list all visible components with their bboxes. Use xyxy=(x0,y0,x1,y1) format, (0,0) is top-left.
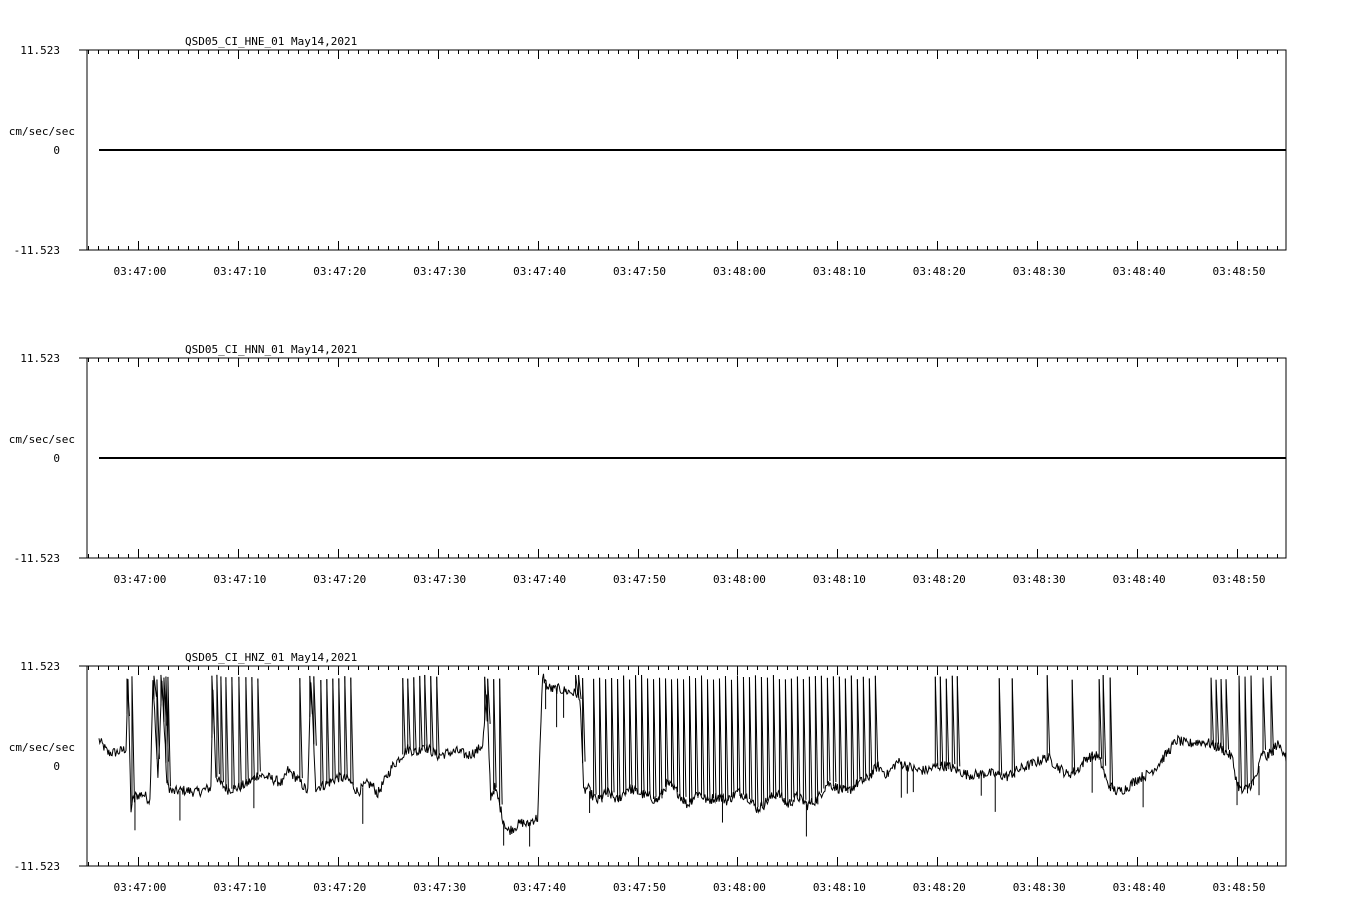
x-tick-label: 03:48:10 xyxy=(812,265,866,278)
x-tick-label: 03:48:20 xyxy=(912,573,966,586)
x-tick-label: 03:48:40 xyxy=(1112,265,1166,278)
plot-frame xyxy=(87,666,1286,866)
y-axis-label: cm/sec/sec xyxy=(8,741,75,754)
x-tick-label: 03:48:50 xyxy=(1212,265,1266,278)
panel-2 xyxy=(9,651,1286,894)
x-tick-label: 03:47:20 xyxy=(313,573,367,586)
x-tick-label: 03:47:50 xyxy=(613,573,667,586)
x-tick-label: 03:48:30 xyxy=(1012,881,1066,894)
x-tick-label: 03:48:40 xyxy=(1112,573,1166,586)
x-tick-label: 03:48:20 xyxy=(912,881,966,894)
panel-title: QSD05_CI_HNE_01 May14,2021 xyxy=(185,35,358,48)
x-tick-label: 03:47:30 xyxy=(413,265,467,278)
x-tick-label: 03:47:00 xyxy=(113,573,167,586)
y-tick-label: -11.523 xyxy=(13,552,60,565)
x-tick-label: 03:48:30 xyxy=(1012,265,1066,278)
x-tick-label: 03:47:00 xyxy=(113,881,167,894)
x-tick-label: 03:47:40 xyxy=(513,265,567,278)
y-tick-label: -11.523 xyxy=(13,244,60,257)
x-tick-label: 03:47:20 xyxy=(313,881,367,894)
x-tick-label: 03:47:10 xyxy=(213,265,267,278)
series-line xyxy=(99,674,1286,835)
x-tick-label: 03:47:40 xyxy=(513,573,567,586)
x-tick-label: 03:48:00 xyxy=(712,265,766,278)
x-tick-label: 03:48:00 xyxy=(712,573,766,586)
x-tick-label: 03:47:40 xyxy=(513,881,567,894)
x-tick-label: 03:47:30 xyxy=(413,573,467,586)
y-tick-label: 11.523 xyxy=(20,352,60,365)
x-tick-label: 03:48:30 xyxy=(1012,573,1066,586)
y-tick-label: -11.523 xyxy=(13,860,60,873)
y-tick-label: 11.523 xyxy=(20,660,60,673)
y-axis-label: cm/sec/sec xyxy=(8,433,75,446)
panel-title: QSD05_CI_HNN_01 May14,2021 xyxy=(185,343,358,356)
chart-panels xyxy=(9,35,1286,894)
x-tick-label: 03:47:10 xyxy=(213,573,267,586)
x-tick-label: 03:48:50 xyxy=(1212,573,1266,586)
x-tick-label: 03:48:10 xyxy=(812,881,866,894)
x-tick-label: 03:47:20 xyxy=(313,265,367,278)
y-tick-label: 11.523 xyxy=(20,44,60,57)
x-tick-label: 03:48:40 xyxy=(1112,881,1166,894)
x-tick-label: 03:48:20 xyxy=(912,265,966,278)
x-tick-label: 03:48:00 xyxy=(712,881,766,894)
y-tick-label: 0 xyxy=(53,760,60,773)
y-tick-label: 0 xyxy=(53,452,60,465)
x-tick-label: 03:48:50 xyxy=(1212,881,1266,894)
panel-1 xyxy=(9,343,1286,586)
x-tick-label: 03:47:30 xyxy=(413,881,467,894)
y-tick-label: 0 xyxy=(53,144,60,157)
y-axis-label: cm/sec/sec xyxy=(8,125,75,138)
panel-title: QSD05_CI_HNZ_01 May14,2021 xyxy=(185,651,358,664)
x-tick-label: 03:47:50 xyxy=(613,265,667,278)
panel-0 xyxy=(9,35,1286,278)
x-tick-label: 03:47:10 xyxy=(213,881,267,894)
x-tick-label: 03:47:00 xyxy=(113,265,167,278)
x-tick-label: 03:48:10 xyxy=(812,573,866,586)
x-tick-label: 03:47:50 xyxy=(613,881,667,894)
